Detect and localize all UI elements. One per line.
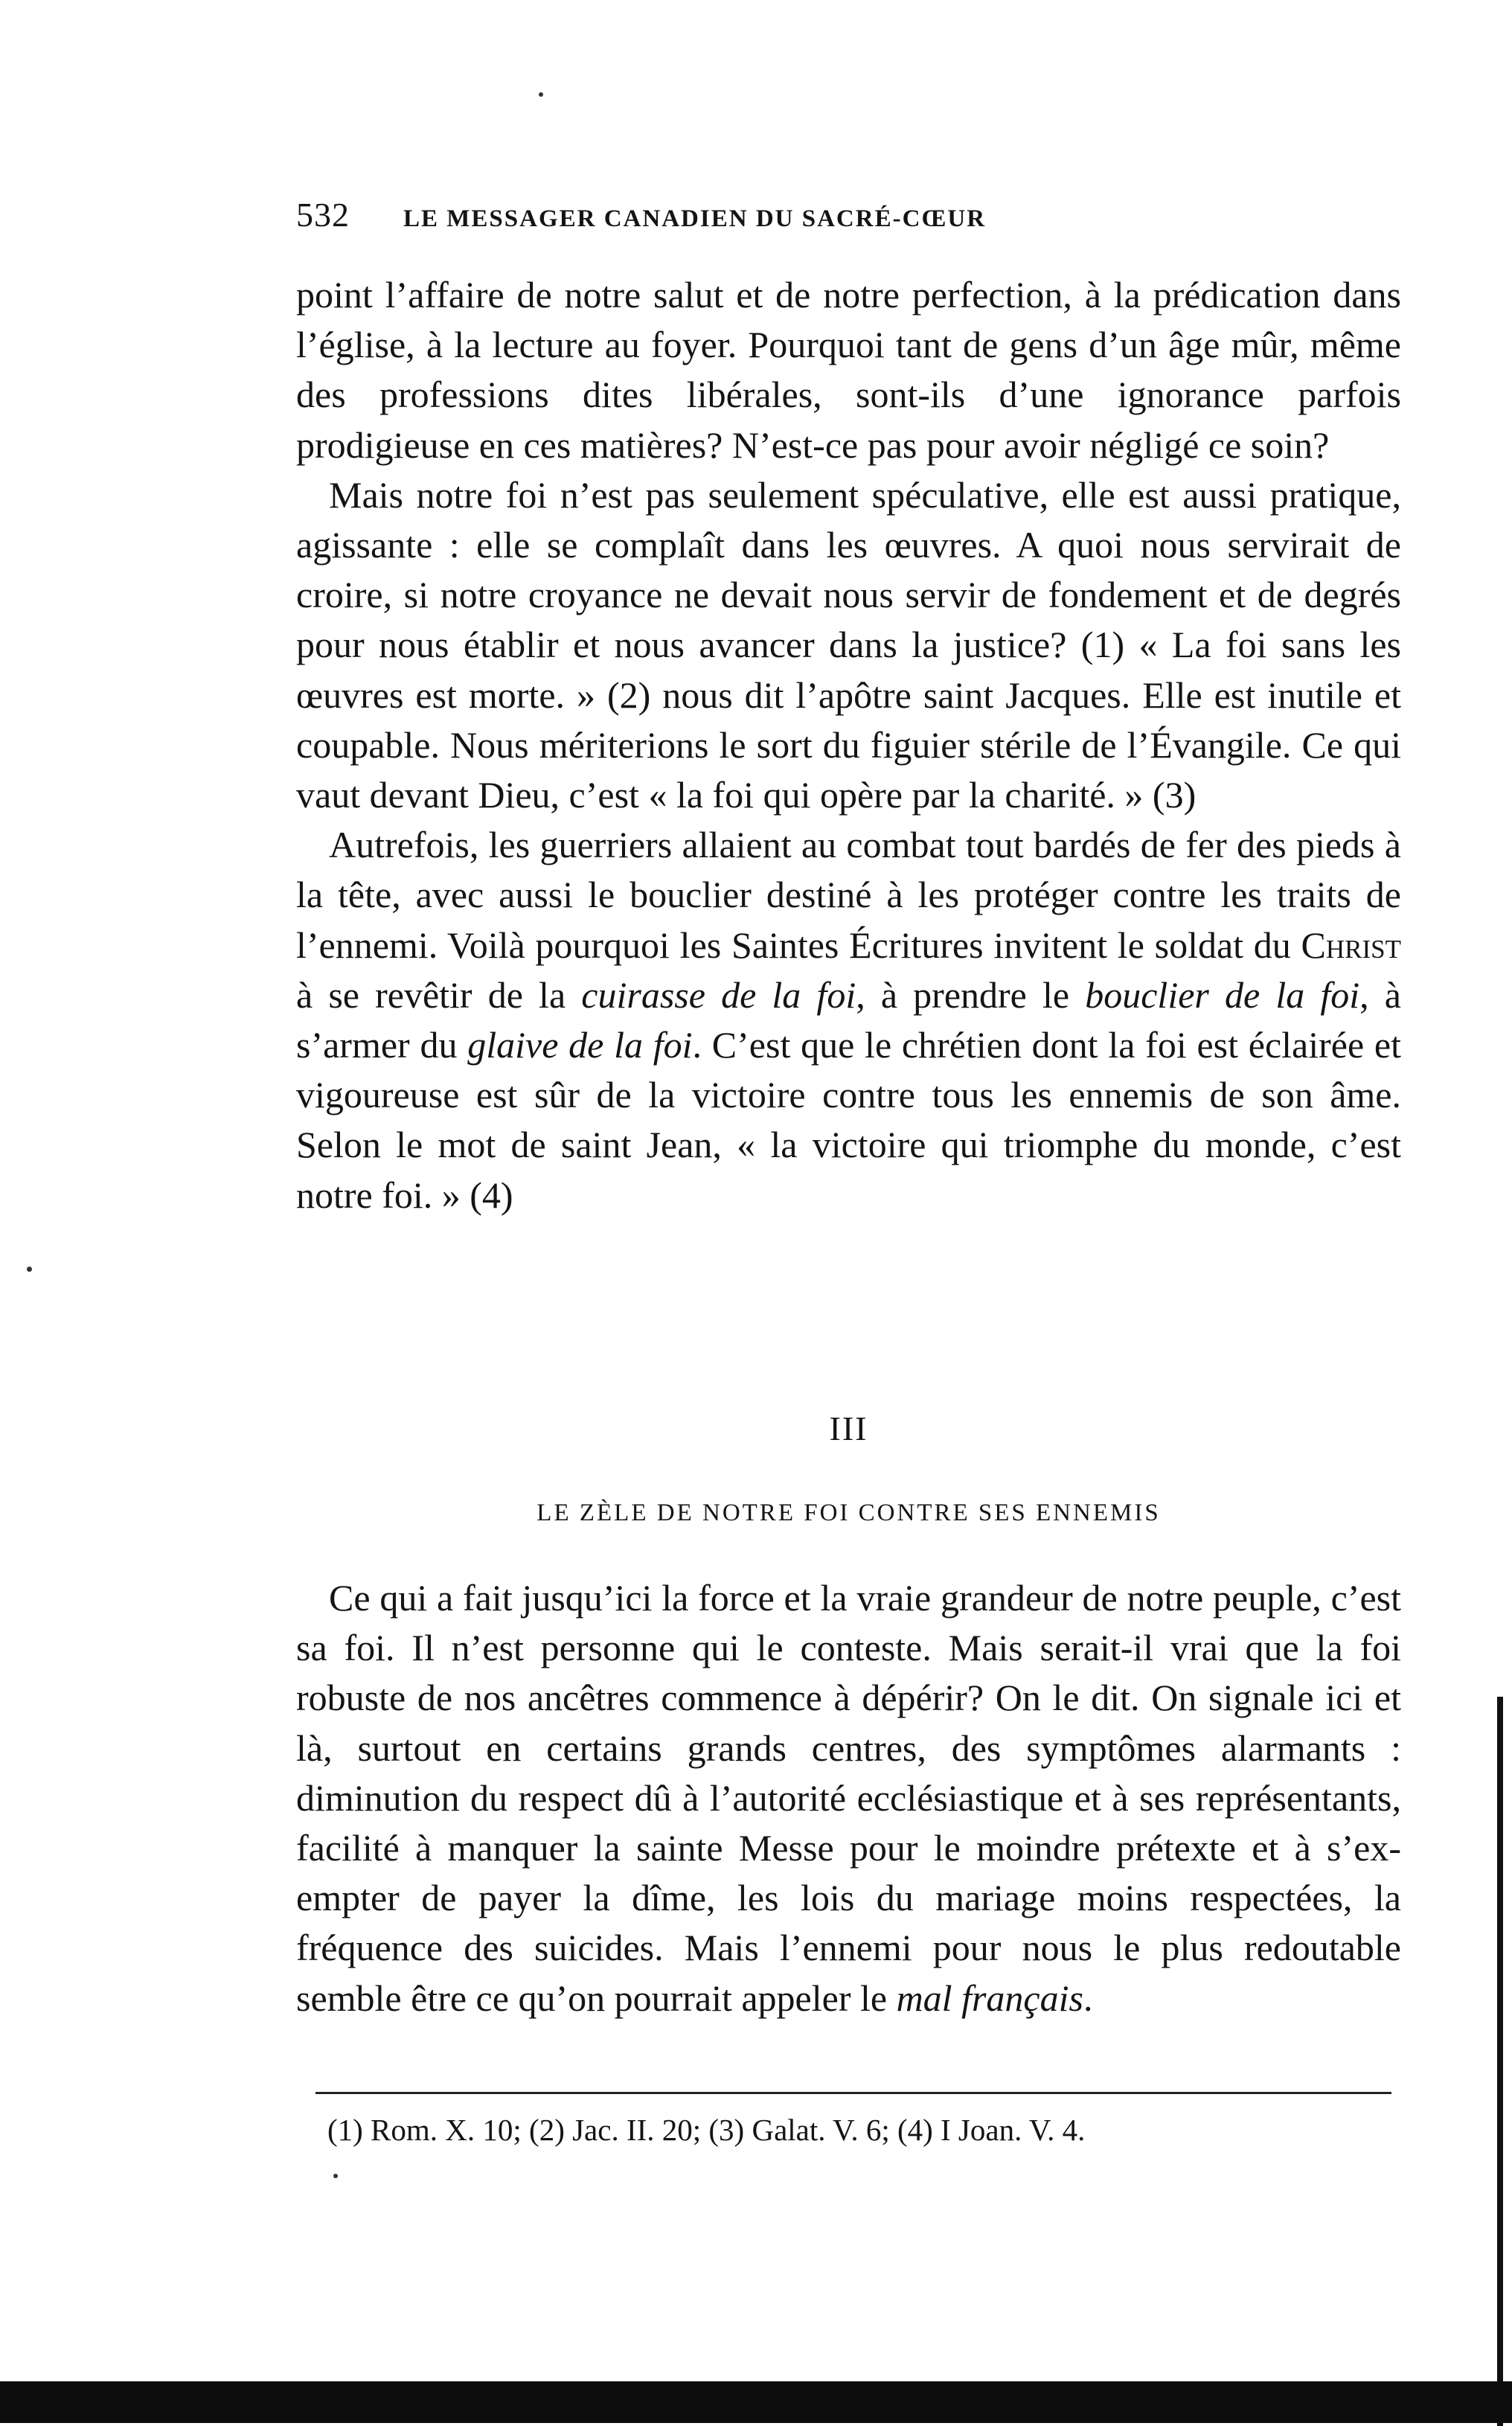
paragraph-text: . [1083, 1977, 1093, 2019]
paragraph-faith-works: Mais notre foi n’est pas seulement spéculative, elle est aussi pratique, agissante : elle se complaît dans les œuvres. A quoi nous servirait de croire, si notre croyance ne devait nous servir de fondement et de degrés pour nous établir et nous avancer dans la justice? (1) « La foi sans les œuvres est morte. » (2) nous dit l’apôtre saint Jacques. Elle est inutile et coupable. Nous mériterions le sort du figuier stérile de l’Évangile. Ce qui vaut devant Dieu, c’est « la foi qui opère par la charité. » (3) [296, 473, 1401, 816]
body-text-upper [296, 270, 1401, 1220]
paragraph-text: , à prendre le [856, 973, 1086, 1016]
running-head: LE MESSAGER CANADIEN DU SACRÉ-CŒUR [403, 205, 987, 232]
small-caps-christ: Christ [1301, 924, 1401, 966]
italic-phrase: bouclier de la foi [1085, 973, 1360, 1016]
section-number: III [829, 1409, 868, 1447]
footnotes: (1) Rom. X. 10; (2) Jac. II. 20; (3) Galat. V. 6; (4) I Joan. V. 4. [327, 2113, 1086, 2147]
paragraph-text: à se revêtir de la [296, 973, 582, 1016]
scan-edge-bottom [0, 2381, 1512, 2423]
italic-phrase: mal français [896, 1977, 1083, 2019]
paragraph-text: Ce qui a fait jusqu’ici la force et la vraie grandeur de notre peuple, c’est sa foi. Il n’est personne qui le conteste. Mais serait-il vrai que la foi robuste de nos ancêtres commence à dépérir? On le dit. On signale ici et là, surtout en certains grands centres, des symptômes alarmants : diminution du respect dû à l’autorité ecclésiastique et à ses représentants, facilité à manquer la sainte Messe pour le moindre prétexte et à s’exempter de payer la dîme, les lois du mariage moins respectées, la fréquence des suicides. Mais l’ennemi pour nous le plus redoutable semble être ce qu’on pourrait appeler le [296, 1577, 1401, 2019]
scan-speck [539, 92, 543, 97]
paragraph-continued: point l’affaire de notre salut et de notre perfection, à la prédication dans l’église, à la lecture au foyer. Pourquoi tant de gens d’un âge mûr, même des professions dites libérales, sont-ils d’une ignorance parfois prodigieuse en ces matières? N’est-ce pas pour avoir négligé ce soin? [296, 274, 1401, 466]
paragraph-armour-of-faith [296, 820, 1401, 1220]
paragraph-text: Autrefois, les guerriers allaient au combat tout bardés de fer des pieds à la tête, avec aussi le bouclier destiné à les protéger contre les traits de l’ennemi. Voilà pourquoi les Saintes Écritures invitent le soldat du [296, 824, 1401, 966]
footnote-rule [315, 2092, 1391, 2094]
paragraph-text: . C’est que le chrétien dont la foi est éclairée et vigoureuse est sûr de la victoire contre tous les ennemis de son âme. Selon le mot de saint Jean, « la victoire qui triomphe du monde, c’est notre foi. » (4) [296, 1024, 1402, 1216]
body-text-lower [296, 1573, 1401, 2023]
page-header [296, 195, 1383, 243]
italic-phrase: glaive de la foi [467, 1024, 693, 1066]
scan-speck [27, 1267, 32, 1272]
scan-edge-right [1497, 1697, 1503, 2426]
paragraph-text: , à s’armer du [296, 973, 1401, 1066]
page-number: 532 [296, 196, 350, 234]
italic-phrase: cuirasse de la foi [581, 973, 856, 1016]
paragraph-zeal [296, 1573, 1401, 2023]
section-title: LE ZÈLE DE NOTRE FOI CONTRE SES ENNEMIS [536, 1500, 1161, 1526]
scan-speck [333, 2174, 338, 2178]
